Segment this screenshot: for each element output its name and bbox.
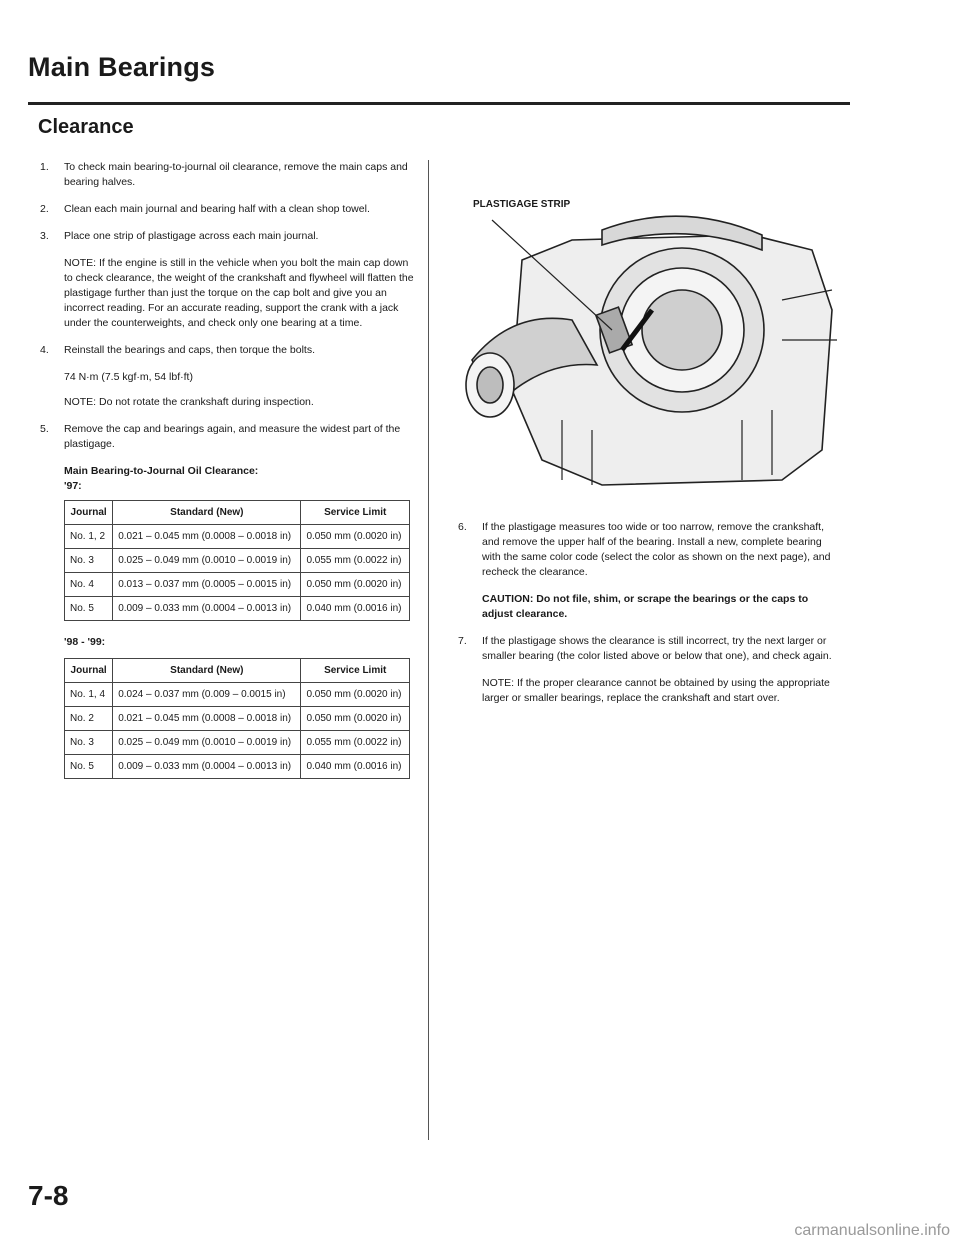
- step-6: [458, 520, 838, 580]
- table-row: [65, 573, 410, 597]
- table-heading: Main Bearing-to-Journal Oil Clearance:: [64, 465, 259, 477]
- note-step-7: NOTE: If the proper clearance cannot be obtained by using the appropriate larger or smaller bearings, replace the crankshaft and start over.: [482, 677, 830, 704]
- table-row: [65, 683, 410, 707]
- figure-label: PLASTIGAGE STRIP: [473, 199, 571, 210]
- left-column: [40, 160, 420, 793]
- col-journal-header: Journal: [65, 659, 113, 683]
- watermark: carmanualsonline.info: [794, 1222, 950, 1239]
- journal-cell: No. 4: [65, 573, 113, 597]
- col-standard-header: Standard (New): [113, 501, 301, 525]
- torque-spec: 74 N·m (7.5 kgf·m, 54 lbf·ft): [64, 371, 193, 383]
- limit-cell: 0.040 mm (0.0016 in): [301, 597, 410, 621]
- step-text: If the plastigage measures too wide or too narrow, remove the crankshaft, and remove the upper half of the bearing. Install a new, complete bearing with the same color code (select the color as shown on the next page), and recheck the clearance.: [482, 521, 831, 578]
- step-text: If the plastigage shows the clearance is still incorrect, try the next larger or smaller bearing (the color listed above or below that one), and check again.: [482, 635, 832, 662]
- journal-cell: No. 5: [65, 597, 113, 621]
- step-number: 3.: [40, 230, 49, 242]
- standard-cell: 0.009 – 0.033 mm (0.0004 – 0.0013 in): [113, 597, 301, 621]
- limit-cell: 0.050 mm (0.0020 in): [301, 525, 410, 549]
- table-row: [65, 731, 410, 755]
- step-number: 7.: [458, 635, 467, 647]
- step-number: 6.: [458, 521, 467, 533]
- title-rule: [28, 102, 850, 105]
- step-2: [40, 202, 420, 217]
- standard-cell: 0.024 – 0.037 mm (0.009 – 0.0015 in): [113, 683, 301, 707]
- journal-cell: No. 3: [65, 731, 113, 755]
- step-number: 1.: [40, 161, 49, 173]
- table-2-year: '98 - '99:: [64, 636, 106, 648]
- table-row: [65, 549, 410, 573]
- step-text: Place one strip of plastigage across each main journal.: [64, 230, 319, 242]
- journal-cell: No. 3: [65, 549, 113, 573]
- col-limit-header: Service Limit: [301, 659, 410, 683]
- step-1: [40, 160, 420, 190]
- journal-cell: No. 1, 4: [65, 683, 113, 707]
- step-text: Reinstall the bearings and caps, then torque the bolts.: [64, 344, 315, 356]
- table-row: [65, 755, 410, 779]
- note-step-4: NOTE: Do not rotate the crankshaft during inspection.: [64, 396, 314, 408]
- col-standard-header: Standard (New): [113, 659, 301, 683]
- bearing-illustration: [452, 190, 842, 490]
- standard-cell: 0.009 – 0.033 mm (0.0004 – 0.0013 in): [113, 755, 301, 779]
- table-row: [65, 525, 410, 549]
- journal-cell: No. 5: [65, 755, 113, 779]
- section-title: Clearance: [38, 116, 134, 138]
- limit-cell: 0.040 mm (0.0016 in): [301, 755, 410, 779]
- table-1-year: '97:: [64, 480, 82, 492]
- page-title: Main Bearings: [28, 52, 216, 82]
- table-row: [65, 707, 410, 731]
- column-divider: [428, 160, 429, 1140]
- table-row: [65, 597, 410, 621]
- standard-cell: 0.013 – 0.037 mm (0.0005 – 0.0015 in): [113, 573, 301, 597]
- clearance-table-98-99: [64, 658, 410, 779]
- standard-cell: 0.021 – 0.045 mm (0.0008 – 0.0018 in): [113, 707, 301, 731]
- step-number: 2.: [40, 203, 49, 215]
- right-column: [458, 520, 838, 718]
- limit-cell: 0.050 mm (0.0020 in): [301, 683, 410, 707]
- step-text: Remove the cap and bearings again, and measure the widest part of the plastigage.: [64, 423, 401, 450]
- limit-cell: 0.055 mm (0.0022 in): [301, 731, 410, 755]
- step-number: 4.: [40, 344, 49, 356]
- step-3: [40, 229, 420, 244]
- step-number: 5.: [40, 423, 49, 435]
- step-7: [458, 634, 838, 664]
- col-journal-header: Journal: [65, 501, 113, 525]
- note-step-3: NOTE: If the engine is still in the vehicle when you bolt the main cap down to check clearance, the weight of the crankshaft and flywheel will flatten the plastigage further than just the torque on the cap bolt and give you an incorrect reading. For an accurate reading, support the crank with a jack under the counterweights, and check only one bearing at a time.: [64, 257, 414, 329]
- limit-cell: 0.050 mm (0.0020 in): [301, 573, 410, 597]
- col-limit-header: Service Limit: [301, 501, 410, 525]
- standard-cell: 0.025 – 0.049 mm (0.0010 – 0.0019 in): [113, 731, 301, 755]
- limit-cell: 0.055 mm (0.0022 in): [301, 549, 410, 573]
- step-5: [40, 422, 420, 452]
- journal-cell: No. 1, 2: [65, 525, 113, 549]
- standard-cell: 0.025 – 0.049 mm (0.0010 – 0.0019 in): [113, 549, 301, 573]
- standard-cell: 0.021 – 0.045 mm (0.0008 – 0.0018 in): [113, 525, 301, 549]
- caution-text: CAUTION: Do not file, shim, or scrape the bearings or the caps to adjust clearance.: [482, 593, 809, 620]
- step-text: To check main bearing-to-journal oil clearance, remove the main caps and bearing halves.: [64, 161, 408, 188]
- journal-cell: No. 2: [65, 707, 113, 731]
- clearance-table-97: [64, 500, 410, 621]
- page-number: 7-8: [28, 1180, 69, 1211]
- limit-cell: 0.050 mm (0.0020 in): [301, 707, 410, 731]
- step-4: [40, 343, 420, 358]
- step-text: Clean each main journal and bearing half with a clean shop towel.: [64, 203, 370, 215]
